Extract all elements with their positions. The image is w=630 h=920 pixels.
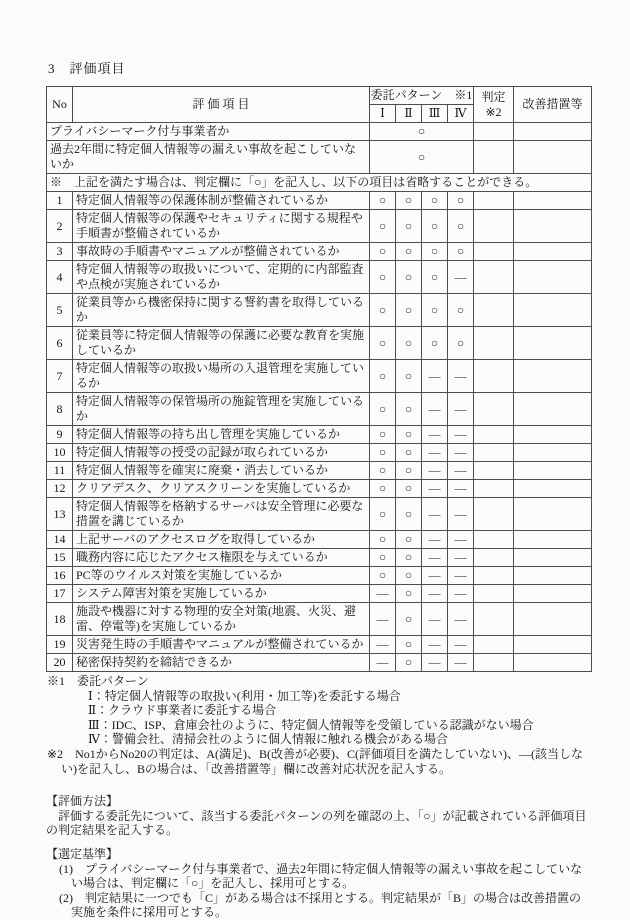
table-row	[47, 141, 592, 174]
table-row	[47, 393, 592, 426]
pattern-mark-I: ○	[370, 462, 396, 480]
row-number: 20	[47, 654, 73, 672]
pattern-mark-I: ○	[370, 426, 396, 444]
pattern-mark-III: ○	[422, 210, 448, 243]
measures-cell	[514, 549, 592, 567]
pattern-mark-II: ○	[396, 462, 422, 480]
header-no: No	[47, 87, 73, 123]
pattern-mark-I: ○	[370, 243, 396, 261]
pattern-mark-I: ○	[370, 480, 396, 498]
pattern-mark-IV: ―	[448, 360, 474, 393]
pattern-mark-II: ○	[396, 636, 422, 654]
row-number: 12	[47, 480, 73, 498]
row-item-text: システム障害対策を実施しているか	[73, 585, 370, 603]
pattern-mark-IV: ―	[448, 498, 474, 531]
row-item-text: PC等のウイルス対策を実施しているか	[73, 567, 370, 585]
judgment-cell	[474, 567, 514, 585]
pattern-mark-IV: ―	[448, 393, 474, 426]
row-number: 16	[47, 567, 73, 585]
table-row	[47, 636, 592, 654]
row-item-text: 災害発生時の手順書やマニュアルが整備されているか	[73, 636, 370, 654]
judgment-cell	[474, 294, 514, 327]
judgment-cell	[474, 636, 514, 654]
measures-cell	[514, 444, 592, 462]
row-number: 9	[47, 426, 73, 444]
section-paragraph: 評価する委託先について、該当する委託パターンの列を確認の上、「○」が記載されている評価項目の判定結果を記入する。	[46, 808, 587, 838]
section-heading: 【評価方法】	[46, 794, 119, 809]
judgment-cell	[474, 585, 514, 603]
footnote-text: No1からNo20の判定は、A(満足)、B(改善が必要)、C(評価項目を満たしていない)、―(該当しない)を記入し、Bの場合は、「改善措置等」欄に改善対応状況を記入する。	[61, 746, 584, 776]
pattern-mark-IV: ―	[448, 480, 474, 498]
pattern-mark-merged: ○	[370, 123, 474, 141]
pattern-mark-I: ―	[370, 636, 396, 654]
table-row	[47, 462, 592, 480]
header-judgment-line1: 判定	[481, 89, 506, 104]
pattern-mark-III: ○	[422, 243, 448, 261]
pattern-mark-II: ○	[396, 426, 422, 444]
pattern-mark-III: ―	[422, 585, 448, 603]
page-content	[46, 58, 592, 920]
pattern-mark-II: ○	[396, 261, 422, 294]
table-row	[47, 261, 592, 294]
table-row	[47, 654, 592, 672]
measures-cell	[514, 243, 592, 261]
pattern-mark-I: ○	[370, 294, 396, 327]
judgment-cell	[474, 393, 514, 426]
pattern-mark-IV: ―	[448, 531, 474, 549]
footnote-※2	[47, 747, 592, 776]
table-row	[47, 294, 592, 327]
table-row	[47, 210, 592, 243]
row-number: 10	[47, 444, 73, 462]
measures-cell	[514, 654, 592, 672]
table-row	[47, 123, 592, 141]
row-number: 8	[47, 393, 73, 426]
pattern-mark-II: ○	[396, 585, 422, 603]
pattern-mark-IV: ―	[448, 567, 474, 585]
pattern-mark-I: ○	[370, 192, 396, 210]
header-item: 評 価 項 目	[73, 87, 370, 123]
pattern-mark-II: ○	[396, 243, 422, 261]
pattern-mark-IV: ―	[448, 549, 474, 567]
table-row	[47, 327, 592, 360]
pattern-mark-I: ○	[370, 567, 396, 585]
skip-note-text: ※ 上記を満たす場合は、判定欄に「○」を記入し、以下の項目は省略することができる。	[47, 174, 592, 192]
judgment-cell	[474, 360, 514, 393]
pattern-mark-III: ―	[422, 567, 448, 585]
pattern-mark-IV: ―	[448, 444, 474, 462]
judgment-cell	[474, 261, 514, 294]
pattern-mark-I: ○	[370, 393, 396, 426]
measures-cell	[514, 327, 592, 360]
measures-cell	[514, 261, 592, 294]
header-pattern-I: Ⅰ	[370, 105, 396, 123]
row-item-text: 秘密保持契約を締結できるか	[73, 654, 370, 672]
row-number: 5	[47, 294, 73, 327]
measures-cell	[514, 480, 592, 498]
pattern-mark-II: ○	[396, 480, 422, 498]
header-judgment-line2: ※2	[485, 104, 502, 119]
judgment-cell	[474, 210, 514, 243]
row-number: 19	[47, 636, 73, 654]
pattern-mark-IV: ○	[448, 210, 474, 243]
pattern-mark-III: ―	[422, 426, 448, 444]
row-number: 1	[47, 192, 73, 210]
judgment-cell	[474, 327, 514, 360]
judgment-cell	[474, 426, 514, 444]
numbered-item: (1) プライバシーマーク付与事業者で、過去2年間に特定個人情報等の漏えい事故を起こしていない場合は、判定欄に「○」を記入し、採用可とする。	[59, 861, 583, 891]
pattern-mark-III: ○	[422, 261, 448, 294]
judgment-cell	[474, 192, 514, 210]
row-item-text: 特定個人情報等を格納するサーバは安全管理に必要な措置を講じているか	[73, 498, 370, 531]
row-number: 14	[47, 531, 73, 549]
pattern-mark-III: ―	[422, 444, 448, 462]
footnote-text: 委託パターン	[77, 674, 149, 688]
header-judgment	[474, 87, 514, 123]
footnotes-block	[46, 674, 592, 776]
pattern-mark-IV: ―	[448, 585, 474, 603]
pattern-mark-II: ○	[396, 192, 422, 210]
table-row	[47, 567, 592, 585]
pattern-mark-III: ―	[422, 636, 448, 654]
pattern-mark-II: ○	[396, 531, 422, 549]
pattern-mark-I: ―	[370, 654, 396, 672]
pattern-mark-II: ○	[396, 210, 422, 243]
table-row	[47, 603, 592, 636]
pattern-mark-III: ―	[422, 654, 448, 672]
judgment-cell	[474, 498, 514, 531]
pattern-mark-I: ○	[370, 360, 396, 393]
pattern-mark-I: ○	[370, 498, 396, 531]
pattern-mark-III: ―	[422, 549, 448, 567]
measures-cell	[514, 393, 592, 426]
judgment-cell	[474, 531, 514, 549]
pattern-mark-II: ○	[396, 327, 422, 360]
pattern-mark-III: ―	[422, 393, 448, 426]
pattern-mark-III: ○	[422, 192, 448, 210]
footnote-label: ※1	[47, 674, 78, 688]
row-item-text: 特定個人情報等の取扱い場所の入退管理を実施しているか	[73, 360, 370, 393]
measures-cell	[514, 360, 592, 393]
footnote-sub-item: Ⅳ：警備会社、清掃会社のように個人情報に触れる機会がある場合	[88, 732, 448, 747]
pattern-mark-IV: ―	[448, 654, 474, 672]
row-number: 15	[47, 549, 73, 567]
judgment-cell	[474, 141, 514, 174]
row-number: 4	[47, 261, 73, 294]
row-number: 6	[47, 327, 73, 360]
measures-cell	[514, 603, 592, 636]
table-row	[47, 426, 592, 444]
measures-cell	[514, 498, 592, 531]
row-item-text: 特定個人情報等の保護やセキュリティに関する規程や手順書が整備されているか	[73, 210, 370, 243]
pattern-mark-IV: ―	[448, 261, 474, 294]
pattern-mark-II: ○	[396, 393, 422, 426]
pattern-mark-IV: ○	[448, 192, 474, 210]
row-item-text: 従業員等に特定個人情報等の保護に必要な教育を実施しているか	[73, 327, 370, 360]
pattern-mark-I: ○	[370, 531, 396, 549]
header-measures: 改善措置等	[514, 87, 592, 123]
pattern-mark-III: ―	[422, 603, 448, 636]
pattern-mark-III: ○	[422, 327, 448, 360]
table-row	[47, 585, 592, 603]
table-row	[47, 498, 592, 531]
pattern-mark-IV: ―	[448, 636, 474, 654]
numbered-item: (2) 判定結果に一つでも「C」がある場合は不採用とする。判定結果が「B」の場合は改善措置の実施を条件に採用可とする。	[59, 890, 582, 920]
pattern-mark-III: ―	[422, 462, 448, 480]
section	[46, 847, 592, 920]
pattern-mark-IV: ○	[448, 327, 474, 360]
measures-cell	[514, 567, 592, 585]
row-number: 11	[47, 462, 73, 480]
table-row	[47, 549, 592, 567]
measures-cell	[514, 426, 592, 444]
measures-cell	[514, 585, 592, 603]
table-body	[47, 123, 592, 672]
header-pattern-III: Ⅲ	[422, 105, 448, 123]
pattern-mark-III: ―	[422, 531, 448, 549]
judgment-cell	[474, 462, 514, 480]
pattern-mark-II: ○	[396, 444, 422, 462]
skip-note-row	[47, 174, 592, 192]
pattern-mark-IV: ○	[448, 243, 474, 261]
row-item-text: プライバシーマーク付与事業者か	[47, 123, 370, 141]
table-row	[47, 444, 592, 462]
judgment-cell	[474, 549, 514, 567]
section	[46, 794, 592, 838]
judgment-cell	[474, 444, 514, 462]
row-item-text: 特定個人情報等の保護体制が整備されているか	[73, 192, 370, 210]
header-pattern-group: 委託パターン ※1	[370, 87, 474, 105]
judgment-cell	[474, 243, 514, 261]
header-pattern-II: Ⅱ	[396, 105, 422, 123]
footnote-sub-item: Ⅱ：クラウド事業者に委託する場合	[88, 703, 277, 718]
table-row	[47, 360, 592, 393]
pattern-mark-IV: ―	[448, 426, 474, 444]
row-number: 17	[47, 585, 73, 603]
pattern-mark-I: ―	[370, 585, 396, 603]
row-item-text: 過去2年間に特定個人情報等の漏えい事故を起こしていないか	[47, 141, 370, 174]
table-header	[47, 87, 592, 123]
row-number: 13	[47, 498, 73, 531]
row-item-text: 事故時の手順書やマニュアルが整備されているか	[73, 243, 370, 261]
row-item-text: 特定個人情報等の取扱いについて、定期的に内部監査や点検が実施されているか	[73, 261, 370, 294]
pattern-mark-II: ○	[396, 654, 422, 672]
footnote-sub-item: Ⅲ：IDC、ISP、倉庫会社のように、特定個人情報等を受領している認識がない場合	[88, 717, 534, 732]
pattern-mark-III: ―	[422, 498, 448, 531]
judgment-cell	[474, 654, 514, 672]
pattern-mark-II: ○	[396, 549, 422, 567]
measures-cell	[514, 531, 592, 549]
row-item-text: 特定個人情報等の持ち出し管理を実施しているか	[73, 426, 370, 444]
table-row	[47, 480, 592, 498]
table-row	[47, 243, 592, 261]
pattern-mark-IV: ―	[448, 603, 474, 636]
pattern-mark-II: ○	[396, 567, 422, 585]
pattern-mark-II: ○	[396, 603, 422, 636]
section-heading: 【選定基準】	[46, 846, 119, 861]
pattern-mark-merged: ○	[370, 141, 474, 174]
judgment-cell	[474, 480, 514, 498]
pattern-mark-III: ―	[422, 480, 448, 498]
criteria-sections	[46, 794, 592, 920]
judgment-cell	[474, 603, 514, 636]
row-item-text: クリアデスク、クリアスクリーンを実施しているか	[73, 480, 370, 498]
judgment-cell	[474, 123, 514, 141]
pattern-mark-I: ○	[370, 327, 396, 360]
pattern-mark-II: ○	[396, 498, 422, 531]
pattern-mark-IV: ○	[448, 294, 474, 327]
pattern-mark-IV: ―	[448, 462, 474, 480]
row-item-text: 職務内容に応じたアクセス権限を与えているか	[73, 549, 370, 567]
measures-cell	[514, 141, 592, 174]
pattern-mark-I: ―	[370, 603, 396, 636]
row-item-text: 施設や機器に対する物理的安全対策(地震、火災、避雷、停電等)を実施しているか	[73, 603, 370, 636]
row-item-text: 特定個人情報等の授受の記録が取られているか	[73, 444, 370, 462]
measures-cell	[514, 192, 592, 210]
measures-cell	[514, 636, 592, 654]
pattern-mark-III: ―	[422, 360, 448, 393]
section-title: 3 評価項目	[48, 61, 126, 76]
pattern-mark-I: ○	[370, 444, 396, 462]
row-item-text: 従業員等から機密保持に関する誓約書を取得しているか	[73, 294, 370, 327]
header-pattern-IV: Ⅳ	[448, 105, 474, 123]
table-row	[47, 192, 592, 210]
row-number: 2	[47, 210, 73, 243]
pattern-mark-I: ○	[370, 261, 396, 294]
row-number: 7	[47, 360, 73, 393]
footnote-※1	[47, 674, 592, 689]
measures-cell	[514, 294, 592, 327]
measures-cell	[514, 123, 592, 141]
row-item-text: 特定個人情報等の保管場所の施錠管理を実施しているか	[73, 393, 370, 426]
measures-cell	[514, 210, 592, 243]
table-row	[47, 531, 592, 549]
row-number: 18	[47, 603, 73, 636]
row-item-text: 上記サーバのアクセスログを取得しているか	[73, 531, 370, 549]
pattern-mark-I: ○	[370, 549, 396, 567]
pattern-mark-II: ○	[396, 360, 422, 393]
footnote-label: ※2	[47, 746, 76, 761]
measures-cell	[514, 462, 592, 480]
pattern-mark-II: ○	[396, 294, 422, 327]
pattern-mark-III: ○	[422, 294, 448, 327]
pattern-mark-I: ○	[370, 210, 396, 243]
footnote-sub-item: Ⅰ：特定個人情報等の取扱い(利用・加工等)を委託する場合	[88, 688, 401, 703]
row-item-text: 特定個人情報等を確実に廃棄・消去しているか	[73, 462, 370, 480]
row-number: 3	[47, 243, 73, 261]
evaluation-table	[46, 86, 592, 672]
